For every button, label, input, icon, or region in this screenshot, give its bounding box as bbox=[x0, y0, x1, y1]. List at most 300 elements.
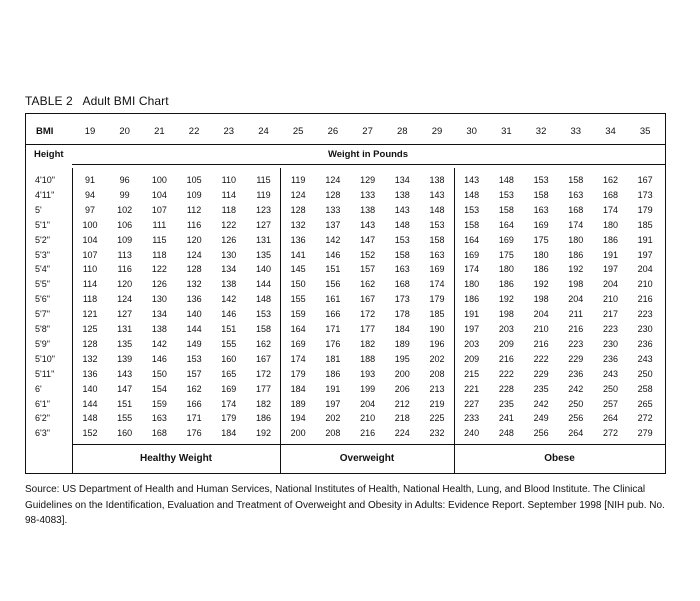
height-cell: 5'10" bbox=[35, 353, 55, 364]
weight-cell: 144 bbox=[255, 279, 272, 290]
weight-cell: 173 bbox=[394, 294, 410, 305]
weight-cell: 204 bbox=[360, 398, 376, 409]
weight-cell: 208 bbox=[429, 368, 445, 379]
weight-cell: 186 bbox=[255, 413, 272, 424]
weight-cell: 158 bbox=[498, 204, 514, 215]
weight-cell: 189 bbox=[290, 398, 306, 409]
weight-cell: 104 bbox=[82, 234, 98, 245]
weight-cell: 151 bbox=[221, 324, 237, 334]
weight-cell: 203 bbox=[498, 324, 514, 334]
weight-cell: 166 bbox=[325, 309, 341, 320]
weight-cell: 128 bbox=[82, 338, 98, 349]
weight-cell: 128 bbox=[290, 204, 306, 215]
height-cell: 5'11" bbox=[35, 368, 55, 379]
weight-cell: 163 bbox=[394, 264, 410, 275]
weight-cell: 216 bbox=[533, 338, 549, 349]
weight-cell: 169 bbox=[464, 249, 480, 260]
weight-cell: 167 bbox=[255, 353, 272, 364]
height-cell: 5' bbox=[35, 204, 42, 215]
weight-cell: 198 bbox=[568, 279, 584, 290]
weight-cell: 148 bbox=[498, 175, 514, 185]
weight-cell: 192 bbox=[533, 279, 549, 290]
weight-cell: 152 bbox=[360, 249, 376, 260]
weight-cell: 146 bbox=[325, 249, 341, 260]
weight-cell: 163 bbox=[151, 413, 167, 424]
weight-cell: 203 bbox=[464, 338, 480, 349]
weight-cell: 200 bbox=[394, 368, 410, 379]
weight-cell: 204 bbox=[533, 309, 549, 320]
height-cell: 5'8" bbox=[35, 324, 50, 334]
weight-cell: 124 bbox=[325, 175, 341, 185]
weight-cell: 179 bbox=[290, 368, 306, 379]
weight-cell: 144 bbox=[82, 398, 98, 409]
weight-cell: 174 bbox=[221, 398, 237, 409]
weight-cell: 182 bbox=[255, 398, 272, 409]
weight-cell: 272 bbox=[637, 413, 653, 424]
weight-cell: 120 bbox=[186, 234, 202, 245]
weight-cell: 211 bbox=[568, 309, 583, 320]
weight-cell: 162 bbox=[255, 338, 272, 349]
weight-cell: 179 bbox=[221, 413, 237, 424]
weight-cell: 167 bbox=[637, 175, 653, 185]
weight-cell: 163 bbox=[568, 189, 584, 200]
weight-cell: 132 bbox=[290, 219, 306, 230]
weight-cell: 116 bbox=[186, 219, 202, 230]
weight-cell: 173 bbox=[637, 189, 653, 200]
weight-cell: 236 bbox=[602, 353, 619, 364]
weight-cell: 150 bbox=[290, 279, 306, 290]
weight-cell: 175 bbox=[533, 234, 549, 245]
weight-cell: 224 bbox=[394, 428, 410, 439]
weight-cell: 140 bbox=[186, 309, 202, 320]
weight-cell: 180 bbox=[568, 234, 584, 245]
weight-cell: 227 bbox=[464, 398, 480, 409]
weight-cell: 155 bbox=[117, 413, 133, 424]
weight-cell: 164 bbox=[290, 324, 306, 334]
weight-cell: 160 bbox=[221, 353, 237, 364]
weight-cell: 166 bbox=[186, 398, 202, 409]
weight-cell: 243 bbox=[637, 353, 653, 364]
weight-cell: 240 bbox=[464, 428, 480, 439]
weight-cell: 229 bbox=[533, 368, 549, 379]
weight-cell: 138 bbox=[429, 175, 445, 185]
weight-cell: 158 bbox=[464, 219, 480, 230]
weight-cell: 223 bbox=[602, 324, 619, 334]
table-caption bbox=[25, 94, 169, 108]
source-note: Source: US Department of Health and Human Services, National Institutes of Health, National Health, Lung, and Blood Institute. The Clinical Guidelines on the Identification, Evaluation and Treatment of Overweight and Obesity in Adults: Evidence Report. September 1998 [NIH pub. No. 98-4083]. bbox=[25, 484, 665, 526]
weight-cell: 176 bbox=[186, 428, 202, 439]
weight-cell: 225 bbox=[429, 413, 445, 424]
weight-cell: 157 bbox=[360, 264, 376, 275]
weight-cell: 172 bbox=[360, 309, 376, 320]
bmi-header-cell: 20 bbox=[119, 126, 130, 137]
weight-cell: 256 bbox=[533, 428, 549, 439]
weight-cell: 196 bbox=[429, 338, 445, 349]
weight-cell: 125 bbox=[82, 324, 98, 334]
weight-cell: 102 bbox=[117, 204, 133, 215]
weight-cell: 242 bbox=[533, 398, 549, 409]
weight-cell: 197 bbox=[637, 249, 653, 260]
weight-cell: 157 bbox=[186, 368, 202, 379]
weight-cell: 134 bbox=[151, 309, 167, 320]
weight-cell: 141 bbox=[290, 249, 306, 260]
weight-cell: 174 bbox=[290, 353, 306, 364]
weight-cell: 163 bbox=[533, 204, 549, 215]
weight-cell: 127 bbox=[117, 309, 133, 320]
weight-cell: 143 bbox=[117, 368, 133, 379]
weight-cell: 177 bbox=[255, 383, 272, 394]
bmi-header-cell: 35 bbox=[639, 126, 651, 137]
weight-cell: 158 bbox=[394, 249, 410, 260]
weight-cell: 222 bbox=[498, 368, 514, 379]
weight-cell: 121 bbox=[82, 309, 98, 320]
weight-cell: 148 bbox=[82, 413, 98, 424]
weight-cell: 169 bbox=[533, 219, 549, 230]
height-cell: 4'11" bbox=[35, 189, 55, 200]
weight-cell: 216 bbox=[498, 353, 514, 364]
weight-cell: 146 bbox=[151, 353, 167, 364]
bmi-header-cell: 21 bbox=[154, 126, 165, 137]
weight-cell: 115 bbox=[256, 175, 271, 185]
weight-cell: 165 bbox=[221, 368, 237, 379]
weight-cell: 142 bbox=[151, 338, 167, 349]
weight-cell: 168 bbox=[151, 428, 167, 439]
weight-cell: 132 bbox=[82, 353, 98, 364]
weight-cell: 216 bbox=[637, 294, 653, 305]
weight-header-label: Weight in Pounds bbox=[327, 149, 409, 160]
weight-cell: 197 bbox=[464, 324, 480, 334]
weight-cell: 114 bbox=[82, 279, 98, 290]
weight-cell: 210 bbox=[533, 324, 549, 334]
weight-cell: 143 bbox=[394, 204, 410, 215]
weight-cell: 162 bbox=[360, 279, 376, 290]
weight-cell: 129 bbox=[360, 175, 376, 185]
weight-cell: 130 bbox=[221, 249, 237, 260]
bmi-header-cell: 32 bbox=[535, 126, 547, 137]
weight-cell: 279 bbox=[637, 428, 653, 439]
weight-cell: 100 bbox=[82, 219, 98, 230]
weight-cell: 114 bbox=[221, 189, 236, 200]
height-cell: 6'3" bbox=[35, 428, 50, 439]
weight-cell: 265 bbox=[637, 398, 653, 409]
weight-cell: 153 bbox=[186, 353, 202, 364]
weight-cell: 150 bbox=[151, 368, 167, 379]
weight-cell: 142 bbox=[325, 234, 341, 245]
weight-cell: 200 bbox=[290, 428, 306, 439]
weight-cell: 189 bbox=[394, 338, 410, 349]
weight-cell: 223 bbox=[568, 338, 584, 349]
weight-cell: 146 bbox=[221, 309, 237, 320]
height-cell: 4'10" bbox=[35, 175, 55, 185]
weight-cell: 124 bbox=[290, 189, 306, 200]
weight-cell: 158 bbox=[255, 324, 272, 334]
weight-cell: 131 bbox=[117, 324, 133, 334]
weight-cell: 160 bbox=[117, 428, 133, 439]
weight-cell: 154 bbox=[151, 383, 167, 394]
header-divider bbox=[26, 144, 665, 145]
weight-cell: 127 bbox=[255, 219, 272, 230]
weight-cell: 206 bbox=[394, 383, 410, 394]
weight-cell: 107 bbox=[82, 249, 98, 260]
weight-cell: 143 bbox=[464, 175, 480, 185]
bmi-header-cell: 31 bbox=[501, 126, 512, 137]
weight-cell: 217 bbox=[602, 309, 619, 320]
weight-cell: 250 bbox=[602, 383, 619, 394]
weight-cell: 138 bbox=[394, 189, 410, 200]
weight-cell: 138 bbox=[360, 204, 376, 215]
weight-cell: 210 bbox=[637, 279, 653, 290]
weight-cell: 164 bbox=[464, 234, 480, 245]
weight-cell: 230 bbox=[602, 338, 619, 349]
weight-cell: 144 bbox=[186, 324, 202, 334]
weight-cell: 106 bbox=[117, 219, 133, 230]
weight-cell: 136 bbox=[186, 294, 202, 305]
weight-cell: 147 bbox=[117, 383, 133, 394]
weight-cell: 155 bbox=[221, 338, 237, 349]
weight-cell: 209 bbox=[464, 353, 480, 364]
weight-cell: 186 bbox=[602, 234, 619, 245]
weight-cell: 191 bbox=[464, 309, 480, 320]
weight-cell: 229 bbox=[568, 353, 584, 364]
weight-cell: 110 bbox=[221, 175, 236, 185]
weight-cell: 258 bbox=[637, 383, 653, 394]
weight-cell: 145 bbox=[290, 264, 306, 275]
weight-cell: 113 bbox=[117, 249, 132, 260]
weight-cell: 153 bbox=[498, 189, 514, 200]
weight-cell: 218 bbox=[394, 413, 410, 424]
weight-cell: 116 bbox=[117, 264, 132, 275]
weight-cell: 158 bbox=[533, 189, 549, 200]
height-cell: 5'9" bbox=[35, 338, 50, 349]
weight-cell: 182 bbox=[360, 338, 376, 349]
weight-cell: 123 bbox=[255, 204, 272, 215]
weight-cell: 138 bbox=[151, 324, 167, 334]
weight-cell: 168 bbox=[394, 279, 410, 290]
weight-cell: 112 bbox=[186, 204, 202, 215]
weight-cell: 185 bbox=[637, 219, 653, 230]
bmi-header-cell: 23 bbox=[223, 126, 235, 137]
bmi-header-cell: 34 bbox=[605, 126, 616, 137]
weight-cell: 223 bbox=[637, 309, 653, 320]
weight-cell: 191 bbox=[325, 383, 341, 394]
weight-cell: 156 bbox=[325, 279, 341, 290]
weight-cell: 94 bbox=[84, 189, 95, 200]
weight-cell: 168 bbox=[568, 204, 584, 215]
weight-cell: 186 bbox=[533, 264, 549, 275]
weight-cell: 250 bbox=[637, 368, 653, 379]
weight-cell: 197 bbox=[602, 264, 619, 275]
weight-cell: 174 bbox=[429, 279, 445, 290]
weight-cell: 216 bbox=[568, 324, 584, 334]
weight-cell: 153 bbox=[429, 219, 445, 230]
weight-cell: 171 bbox=[325, 324, 341, 334]
weight-cell: 118 bbox=[221, 204, 236, 215]
weight-cell: 191 bbox=[602, 249, 619, 260]
bmi-header-label: BMI bbox=[36, 126, 54, 137]
weight-cell: 139 bbox=[117, 353, 133, 364]
weight-cell: 100 bbox=[151, 175, 167, 185]
bmi-table bbox=[25, 113, 666, 474]
bmi-header-cell: 28 bbox=[397, 126, 408, 137]
weight-cell: 235 bbox=[533, 383, 549, 394]
weight-cell: 193 bbox=[360, 368, 376, 379]
weight-cell: 148 bbox=[255, 294, 272, 305]
weight-cell: 185 bbox=[429, 309, 445, 320]
bmi-header-cell: 33 bbox=[570, 126, 582, 137]
weight-cell: 177 bbox=[360, 324, 376, 334]
weight-cell: 194 bbox=[290, 413, 306, 424]
weight-cell: 195 bbox=[394, 353, 410, 364]
weight-cell: 202 bbox=[325, 413, 341, 424]
height-cell: 5'2" bbox=[35, 234, 50, 245]
weight-cell: 272 bbox=[602, 428, 619, 439]
weight-cell: 210 bbox=[602, 294, 619, 305]
group-overweight: Overweight bbox=[339, 453, 395, 464]
height-header-label: Height bbox=[34, 149, 64, 160]
weight-cell: 250 bbox=[568, 398, 584, 409]
weight-cell: 148 bbox=[464, 189, 480, 200]
weight-cell: 167 bbox=[360, 294, 376, 305]
weight-cell: 152 bbox=[82, 428, 98, 439]
weight-cell: 159 bbox=[151, 398, 167, 409]
weight-cell: 264 bbox=[568, 428, 584, 439]
weight-cell: 230 bbox=[637, 324, 653, 334]
weight-cell: 176 bbox=[325, 338, 341, 349]
weight-cell: 168 bbox=[602, 189, 619, 200]
healthy-overweight-divider bbox=[280, 168, 281, 474]
height-cell: 6'2" bbox=[35, 413, 50, 424]
weight-cell: 118 bbox=[152, 249, 167, 260]
bmi-header-cell: 26 bbox=[327, 126, 339, 137]
weight-cell: 180 bbox=[533, 249, 549, 260]
weight-cell: 236 bbox=[637, 338, 653, 349]
weight-cell: 202 bbox=[429, 353, 445, 364]
weight-cell: 151 bbox=[117, 398, 133, 409]
bmi-header-cell: 27 bbox=[362, 126, 373, 137]
weight-cell: 126 bbox=[151, 279, 167, 290]
weight-cell: 178 bbox=[394, 309, 410, 320]
weight-cell: 126 bbox=[221, 234, 237, 245]
height-cell: 6' bbox=[35, 383, 42, 394]
weight-cell: 109 bbox=[186, 189, 202, 200]
group-obese: Obese bbox=[544, 453, 575, 464]
weight-cell: 204 bbox=[602, 279, 619, 290]
weight-cell: 153 bbox=[464, 204, 480, 215]
weight-cell: 180 bbox=[602, 219, 619, 230]
height-cell: 5'4" bbox=[35, 264, 50, 275]
weight-cell: 107 bbox=[151, 204, 167, 215]
overweight-obese-divider bbox=[454, 168, 455, 474]
weight-cell: 133 bbox=[325, 204, 341, 215]
weight-cell: 153 bbox=[255, 309, 272, 320]
bmi-header-cell: 29 bbox=[431, 126, 443, 137]
weight-cell: 181 bbox=[325, 353, 341, 364]
weight-cell: 115 bbox=[152, 234, 167, 245]
weight-cell: 130 bbox=[151, 294, 167, 305]
weight-cell: 143 bbox=[360, 219, 376, 230]
weight-cell: 164 bbox=[498, 219, 514, 230]
weight-cell: 216 bbox=[360, 428, 376, 439]
weight-cell: 169 bbox=[429, 264, 445, 275]
weight-cell: 212 bbox=[394, 398, 410, 409]
height-cell: 5'5" bbox=[35, 279, 50, 290]
weight-cell: 198 bbox=[498, 309, 514, 320]
weight-cell: 184 bbox=[221, 428, 237, 439]
weight-cell: 134 bbox=[221, 264, 237, 275]
weight-cell: 188 bbox=[360, 353, 376, 364]
weight-cell: 162 bbox=[602, 175, 619, 185]
weight-cell: 105 bbox=[186, 175, 202, 185]
weight-cell: 155 bbox=[290, 294, 306, 305]
weight-cell: 169 bbox=[498, 234, 514, 245]
weight-cell: 233 bbox=[464, 413, 480, 424]
weight-cell: 264 bbox=[602, 413, 619, 424]
weight-cell: 243 bbox=[602, 368, 619, 379]
weight-cell: 153 bbox=[533, 175, 549, 185]
bmi-header-cell: 30 bbox=[466, 126, 477, 137]
height-cell: 5'7" bbox=[35, 309, 50, 320]
weight-cell: 235 bbox=[498, 398, 514, 409]
weight-cell: 118 bbox=[82, 294, 98, 305]
weight-cell: 140 bbox=[255, 264, 272, 275]
weight-cell: 204 bbox=[568, 294, 584, 305]
weight-cell: 122 bbox=[221, 219, 237, 230]
weight-cell: 131 bbox=[255, 234, 272, 245]
weight-cell: 186 bbox=[464, 294, 480, 305]
weight-cell: 162 bbox=[186, 383, 202, 394]
weight-cell: 149 bbox=[186, 338, 202, 349]
weight-cell: 199 bbox=[360, 383, 376, 394]
weight-cell: 135 bbox=[255, 249, 272, 260]
weight-cell: 148 bbox=[394, 219, 410, 230]
weight-cell: 174 bbox=[602, 204, 619, 215]
weight-cell: 124 bbox=[186, 249, 202, 260]
weight-cell: 132 bbox=[186, 279, 202, 290]
weight-cell: 147 bbox=[360, 234, 376, 245]
height-cell: 5'6" bbox=[35, 294, 50, 305]
weight-cell: 204 bbox=[637, 264, 653, 275]
weight-cell: 135 bbox=[117, 338, 133, 349]
weight-cell: 219 bbox=[429, 398, 445, 409]
weight-cell: 180 bbox=[498, 264, 514, 275]
height-cell: 5'3" bbox=[35, 249, 50, 260]
weight-cell: 109 bbox=[117, 234, 133, 245]
weight-cell: 209 bbox=[498, 338, 514, 349]
weight-cell: 91 bbox=[84, 175, 95, 185]
weight-cell: 96 bbox=[119, 175, 130, 185]
weight-cell: 198 bbox=[533, 294, 549, 305]
bmi-header-cell: 19 bbox=[84, 126, 96, 137]
weight-cell: 215 bbox=[464, 368, 480, 379]
weight-cell: 140 bbox=[82, 383, 98, 394]
weight-cell: 241 bbox=[498, 413, 514, 424]
height-cell: 5'1" bbox=[35, 219, 50, 230]
group-healthy-weight: Healthy Weight bbox=[139, 453, 213, 464]
weight-cell: 184 bbox=[290, 383, 306, 394]
weight-cell: 111 bbox=[152, 219, 167, 230]
weight-cell: 161 bbox=[325, 294, 341, 305]
weight-cell: 197 bbox=[325, 398, 341, 409]
weight-cell: 174 bbox=[568, 219, 584, 230]
weight-cell: 256 bbox=[568, 413, 584, 424]
weight-cell: 133 bbox=[360, 189, 376, 200]
bmi-header-cell: 24 bbox=[258, 126, 269, 137]
weight-cell: 169 bbox=[221, 383, 237, 394]
weight-header-underline bbox=[72, 164, 665, 165]
weight-cell: 232 bbox=[429, 428, 445, 439]
weight-cell: 138 bbox=[221, 279, 237, 290]
weight-cell: 128 bbox=[186, 264, 202, 275]
